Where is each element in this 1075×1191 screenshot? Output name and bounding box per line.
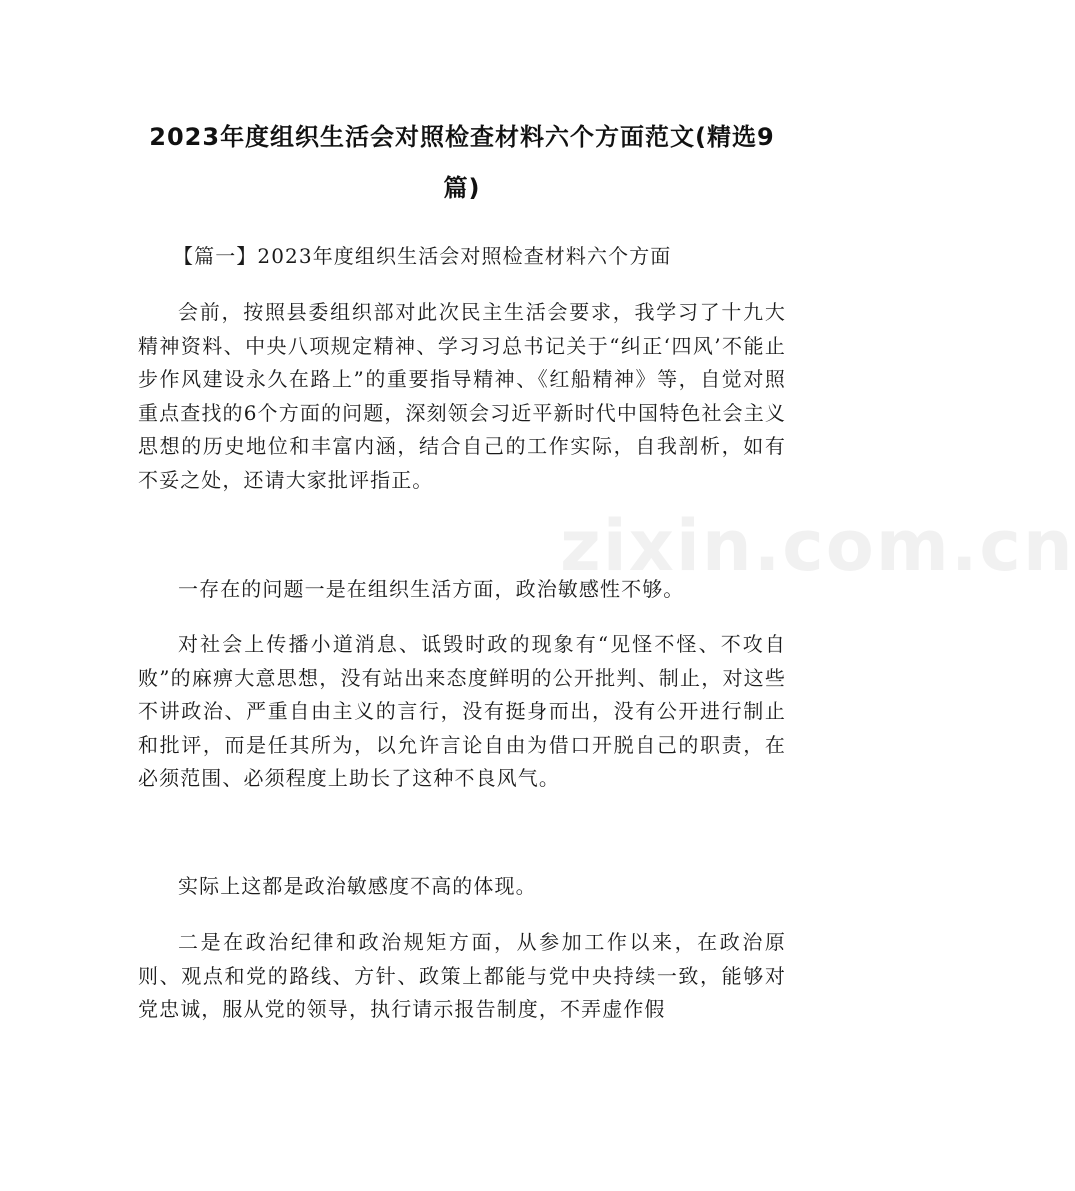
document-title: 2023年度组织生活会对照检查材料六个方面范文(精选9篇) bbox=[149, 123, 775, 202]
watermark-text: zixin.com.cn bbox=[560, 505, 1075, 587]
paragraph-3: 对社会上传播小道消息、诋毁时政的现象有“见怪不怪、不攻自败”的麻痹大意思想，没有站出来态度鲜明的公开批判、制止，对这些不讲政治、严重自由主义的言行，没有挺身而出，没有公开进行制止和批评，而是任其所为，以允许言论自由为借口开脱自己的职责，在必须范围、必须程度上助长了这种不良风气。 bbox=[138, 632, 786, 790]
paragraph-2: 一存在的问题一是在组织生活方面，政治敏感性不够。 bbox=[178, 577, 685, 601]
paragraph-5: 二是在政治纪律和政治规矩方面，从参加工作以来，在政治原则、观点和党的路线、方针、政策上都能与党中央持续一致，能够对党忠诚，服从党的领导，执行请示报告制度，不弄虚作假 bbox=[138, 930, 786, 1021]
section-heading: 【篇一】2023年度组织生活会对照检查材料六个方面 bbox=[173, 244, 672, 268]
paragraph-4: 实际上这都是政治敏感度不高的体现。 bbox=[178, 874, 537, 898]
paragraph-1: 会前，按照县委组织部对此次民主生活会要求，我学习了十九大精神资料、中央八项规定精神、学习习总书记关于“纠正‘四风’不能止步作风建设永久在路上”的重要指导精神、《红船精神》等，自觉对照重点查找的6个方面的问题，深刻领会习近平新时代中国特色社会主义思想的历史地位和丰富内涵，结合自己的工作实际，自我剖析，如有不妥之处，还请大家批评指正。 bbox=[138, 300, 786, 492]
